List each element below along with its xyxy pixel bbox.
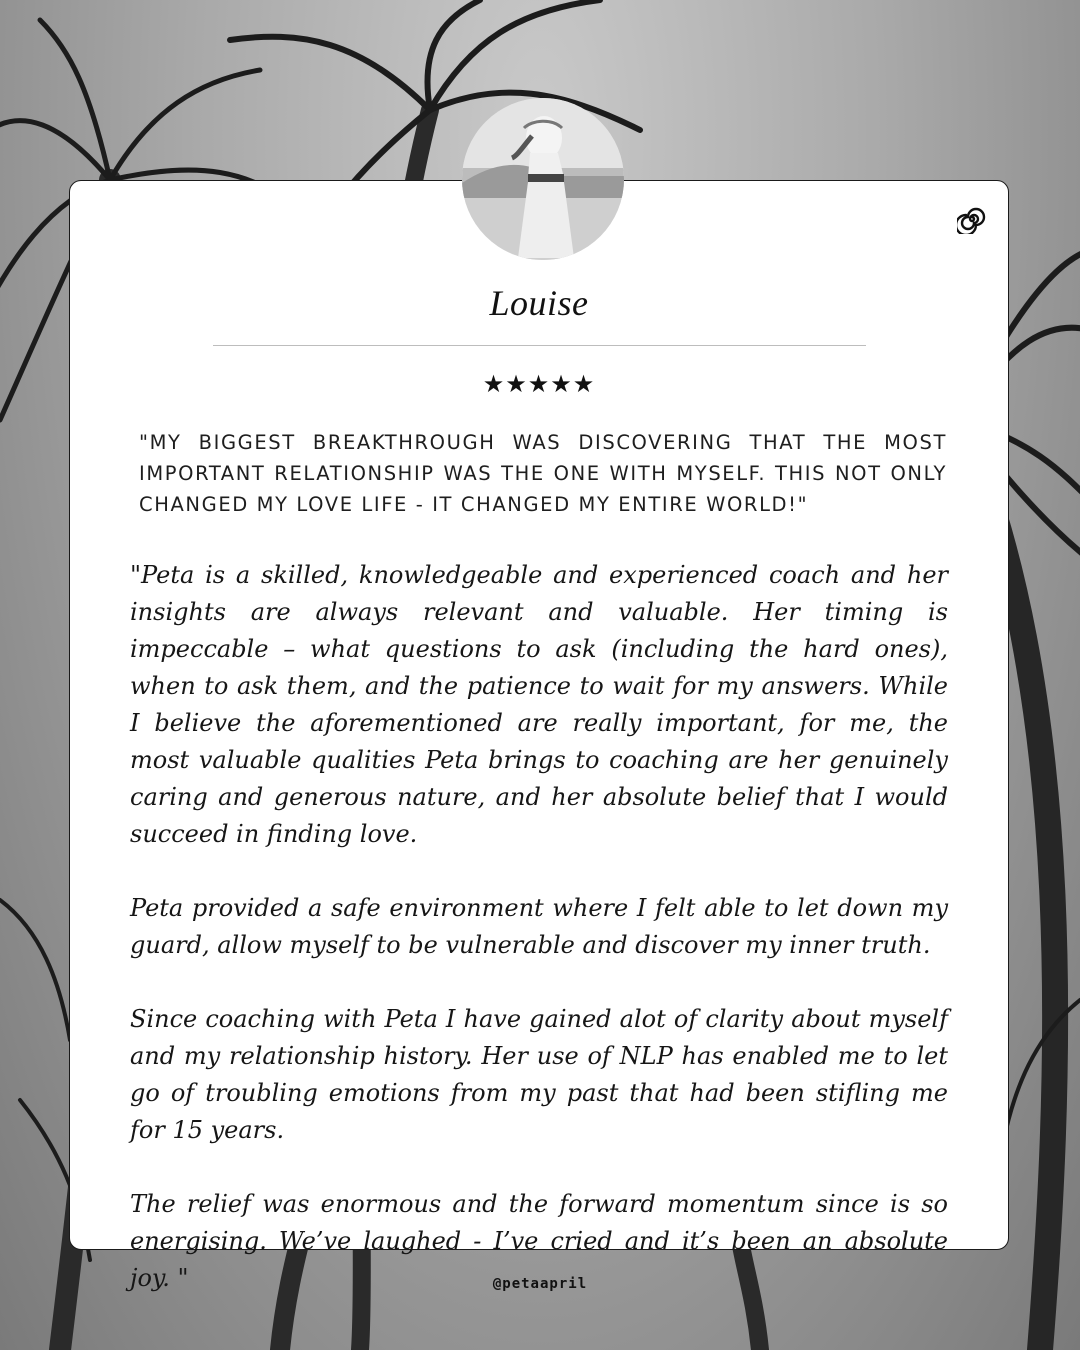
reviewer-name: Louise — [489, 283, 589, 323]
spiral-icon — [957, 204, 987, 234]
testimonial-paragraph: Since coaching with Peta I have gained alot of clarity about myself and my relationship history. Her use of NLP has enabled me to let go of troubling emotions from my past that had been stifling me for 15 years. — [130, 1005, 948, 1144]
testimonial-paragraph: "Peta is a skilled, knowledgeable and experienced coach and her insights are always relevant and valuable. Her timing is impeccable – what questions to ask (including the hard ones), when to ask them, and the patience to wait for my answers. While I believe the aforementioned are really important, for me, the most valuable qualities Peta brings to coaching are her genuinely caring and generous nature, and her absolute belief that I would succeed in finding love. — [130, 561, 948, 848]
testimonial-body — [130, 557, 948, 1334]
testimonial-paragraph: Peta provided a safe environment where I felt able to let down my guard, allow myself to be vulnerable and discover my inner truth. — [130, 894, 948, 959]
avatar — [462, 98, 624, 260]
social-handle: @petaapril — [492, 1276, 588, 1292]
testimonial-paragraph: The relief was enormous and the forward momentum since is so energising. We’ve laughed - I’ve cried and it’s been an absolute joy. " — [130, 1190, 948, 1292]
avatar-photo-icon — [462, 98, 624, 260]
star-rating: ★★★★★ — [482, 370, 596, 398]
divider — [213, 345, 866, 346]
testimonial-headline: "MY BIGGEST BREAKTHROUGH WAS DISCOVERING THAT THE MOST IMPORTANT RELATIONSHIP WAS THE ONE WITH MYSELF. THIS NOT ONLY CHANGED MY LOVE LIFE - IT CHANGED MY ENTIRE WORLD!" — [139, 431, 947, 516]
